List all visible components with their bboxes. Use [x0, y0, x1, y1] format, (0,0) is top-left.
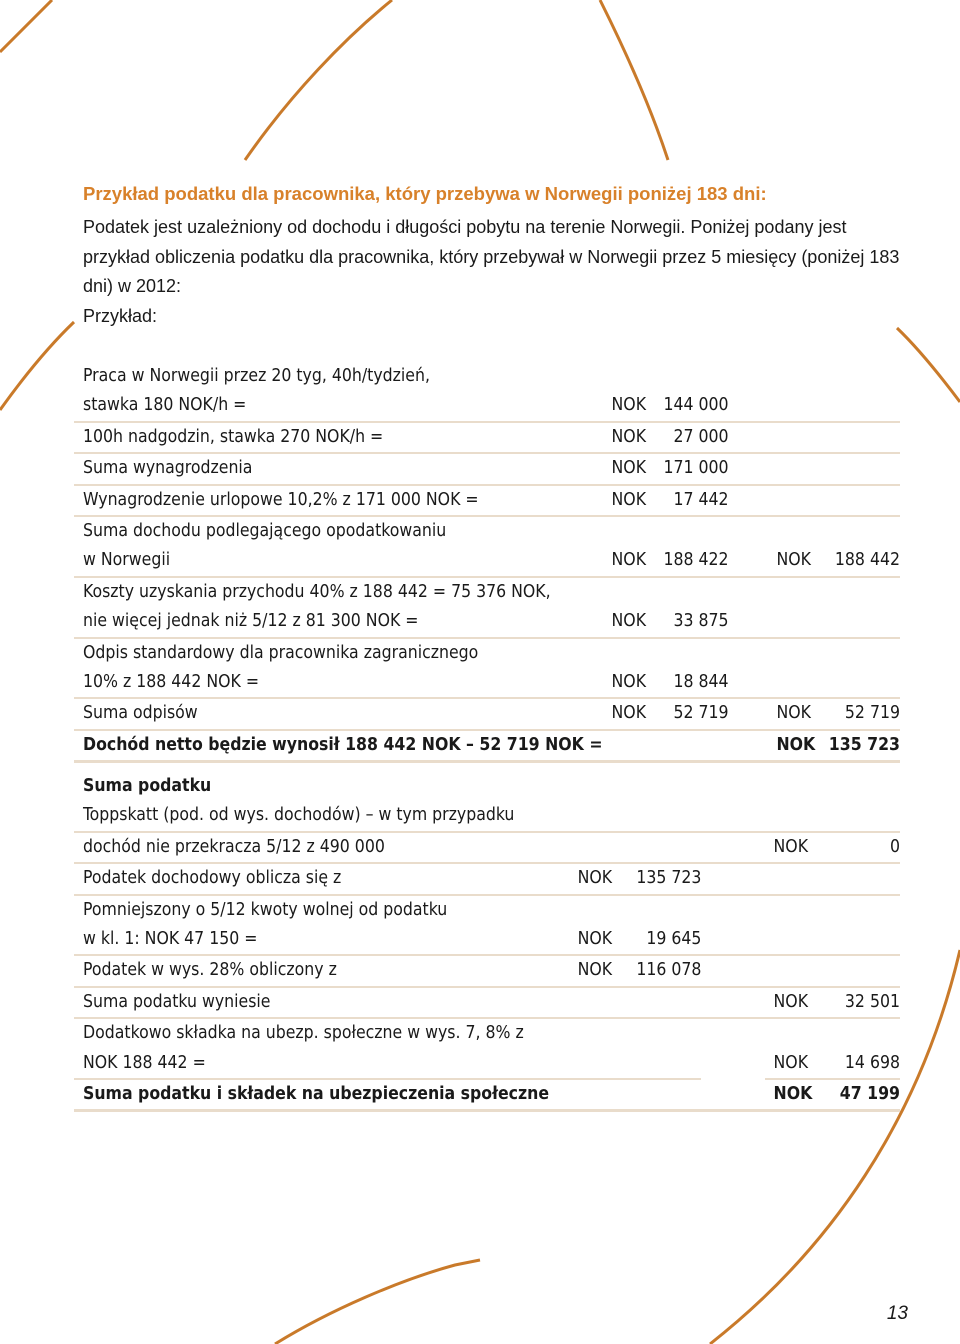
table-row — [74, 1018, 900, 1048]
row-label: Podatek dochodowy oblicza się z — [74, 863, 569, 894]
column-gap — [701, 832, 764, 863]
currency-label — [765, 863, 813, 894]
amount-total — [815, 516, 900, 546]
table-row — [74, 453, 900, 484]
column-gap — [729, 422, 768, 453]
table-row — [74, 925, 900, 955]
amount-subtotal — [613, 1049, 701, 1079]
table-row — [74, 1079, 900, 1111]
row-label: 10% z 188 442 NOK = — [74, 668, 603, 698]
table-row — [74, 546, 900, 576]
table-row — [74, 391, 900, 421]
amount-total — [815, 391, 900, 421]
currency-label — [569, 1079, 614, 1111]
amount-subtotal: 144 000 — [647, 391, 729, 421]
table-row — [74, 638, 900, 668]
currency-label — [767, 577, 815, 607]
amount-subtotal: 52 719 — [647, 698, 729, 729]
currency-label — [765, 925, 813, 955]
amount-subtotal — [613, 895, 701, 925]
column-gap — [729, 607, 768, 637]
intro-paragraph: Podatek jest uzależniony od dochodu i długości pobytu na terenie Norwegii. Poniżej podany jest przykład obliczenia podatku dla pracownika, który przebywał w Norwegii przez 5 miesięcy (poniżej 183 dni) w 2012: — [83, 217, 900, 296]
currency-label: NOK — [765, 832, 813, 863]
amount-total — [812, 895, 900, 925]
currency-label: NOK — [767, 730, 815, 762]
currency-label — [569, 1049, 614, 1079]
currency-label: NOK — [603, 453, 647, 484]
table-row — [74, 832, 900, 863]
top-right-arc — [600, 0, 668, 160]
currency-label — [569, 895, 614, 925]
currency-label — [569, 1018, 614, 1048]
currency-label: NOK — [603, 546, 647, 576]
example-label: Przykład: — [83, 305, 158, 326]
row-label: nie więcej jednak niż 5/12 z 81 300 NOK = — [74, 607, 603, 637]
section-heading: Przykład podatku dla pracownika, który przebywa w Norwegii poniżej 183 dni: — [83, 183, 767, 204]
left-arc — [0, 322, 74, 410]
amount-total: 47 199 — [812, 1079, 900, 1111]
row-label: 100h nadgodzin, stawka 270 NOK/h = — [74, 422, 603, 453]
currency-label — [569, 801, 614, 831]
row-label: w kl. 1: NOK 47 150 = — [74, 925, 569, 955]
amount-total — [812, 925, 900, 955]
table-row — [74, 668, 900, 698]
column-gap — [701, 863, 764, 894]
tax-sum-table — [74, 772, 900, 1112]
amount-total — [815, 422, 900, 453]
currency-label: NOK — [603, 698, 647, 729]
amount-total — [815, 362, 900, 391]
row-label: Praca w Norwegii przez 20 tyg, 40h/tydzień, — [83, 366, 430, 386]
column-gap — [701, 895, 764, 925]
row-label: Suma dochodu podlegającego opodatkowaniu — [83, 521, 447, 542]
currency-label — [765, 801, 813, 831]
currency-label: NOK — [603, 422, 647, 453]
amount-total — [815, 607, 900, 637]
amount-subtotal — [613, 1018, 701, 1048]
table-row — [74, 863, 900, 894]
table-row — [74, 730, 900, 762]
amount-total: 188 442 — [815, 546, 900, 576]
amount-total: 14 698 — [812, 1049, 900, 1079]
amount-subtotal — [613, 801, 701, 831]
currency-label — [765, 1018, 813, 1048]
row-label: Odpis standardowy dla pracownika zagranicznego — [83, 642, 479, 663]
column-gap — [701, 1079, 764, 1111]
currency-label: NOK — [603, 668, 647, 698]
row-label: Suma odpisów — [74, 698, 603, 729]
amount-subtotal — [613, 987, 701, 1018]
currency-label — [569, 832, 614, 863]
currency-label — [767, 422, 815, 453]
table-row — [74, 895, 900, 925]
currency-label — [603, 362, 647, 391]
table-row — [74, 607, 900, 637]
amount-subtotal — [647, 638, 729, 668]
row-label: Dodatkowo składka na ubezp. społeczne w wys. 7, 8% z — [83, 1023, 524, 1044]
currency-label — [569, 987, 614, 1018]
currency-label: NOK — [765, 987, 813, 1018]
amount-total — [815, 638, 900, 668]
currency-label — [767, 607, 815, 637]
table-row — [74, 516, 900, 546]
row-label: Pomniejszony o 5/12 kwoty wolnej od podatku — [83, 899, 448, 920]
amount-subtotal — [647, 362, 729, 391]
amount-subtotal: 33 875 — [647, 607, 729, 637]
amount-total — [812, 955, 900, 986]
table-title: Suma podatku — [83, 776, 212, 796]
amount-total — [812, 1018, 900, 1048]
amount-subtotal — [613, 832, 701, 863]
amount-subtotal: 18 844 — [647, 668, 729, 698]
currency-label — [767, 362, 815, 391]
amount-total — [815, 485, 900, 516]
table-row — [74, 1049, 900, 1079]
table-row — [74, 485, 900, 516]
amount-total — [812, 801, 900, 831]
row-label: Toppskatt (pod. od wys. dochodów) – w tym przypadku — [74, 801, 569, 831]
column-gap — [729, 391, 768, 421]
column-gap — [701, 925, 764, 955]
amount-subtotal: 19 645 — [613, 925, 701, 955]
currency-label — [767, 668, 815, 698]
currency-label: NOK — [569, 925, 614, 955]
amount-subtotal: 135 723 — [613, 863, 701, 894]
intro-text — [83, 213, 903, 331]
table-row — [74, 577, 900, 607]
amount-subtotal: 27 000 — [647, 422, 729, 453]
table-row — [74, 698, 900, 729]
currency-label: NOK — [767, 546, 815, 576]
row-label: dochód nie przekracza 5/12 z 490 000 — [74, 832, 569, 863]
amount-total: 52 719 — [815, 698, 900, 729]
row-label: stawka 180 NOK/h = — [74, 391, 603, 421]
currency-label — [767, 485, 815, 516]
column-gap — [701, 1049, 764, 1079]
amount-total — [815, 668, 900, 698]
table-row — [74, 422, 900, 453]
column-gap — [729, 362, 768, 391]
amount-total: 0 — [812, 832, 900, 863]
currency-label: NOK — [765, 1049, 813, 1079]
income-calculation-table — [74, 362, 900, 763]
amount-subtotal — [647, 577, 729, 607]
amount-subtotal — [647, 730, 729, 762]
currency-label — [767, 638, 815, 668]
page-number: 13 — [886, 1303, 908, 1324]
column-gap — [701, 987, 764, 1018]
column-gap — [729, 668, 768, 698]
row-label: Podatek w wys. 28% obliczony z — [74, 955, 569, 986]
amount-subtotal: 17 442 — [647, 485, 729, 516]
currency-label — [765, 895, 813, 925]
table-row — [74, 362, 900, 391]
column-gap — [701, 801, 764, 831]
currency-label: NOK — [569, 863, 614, 894]
amount-total: 32 501 — [812, 987, 900, 1018]
currency-label: NOK — [603, 485, 647, 516]
column-gap — [729, 453, 768, 484]
column-gap — [729, 577, 768, 607]
column-gap — [729, 546, 768, 576]
amount-subtotal — [613, 1079, 701, 1111]
bottom-left-arc — [275, 1260, 480, 1344]
currency-label — [765, 955, 813, 986]
table-title-row — [74, 772, 900, 801]
top-arc — [245, 0, 392, 160]
currency-label: NOK — [603, 607, 647, 637]
amount-total — [815, 577, 900, 607]
column-gap — [729, 730, 768, 762]
row-label: Wynagrodzenie urlopowe 10,2% z 171 000 NOK = — [74, 485, 603, 516]
row-label: NOK 188 442 = — [74, 1049, 569, 1079]
column-gap — [701, 1018, 764, 1048]
column-gap — [729, 485, 768, 516]
amount-total — [815, 453, 900, 484]
currency-label: NOK — [603, 391, 647, 421]
currency-label — [603, 577, 647, 607]
currency-label — [603, 516, 647, 546]
row-label: Suma wynagrodzenia — [74, 453, 603, 484]
currency-label — [767, 516, 815, 546]
amount-total — [812, 863, 900, 894]
amount-subtotal: 116 078 — [613, 955, 701, 986]
currency-label — [767, 391, 815, 421]
right-arc — [897, 328, 960, 402]
column-gap — [729, 638, 768, 668]
top-left-diagonal — [0, 0, 52, 52]
row-label: Dochód netto będzie wynosił 188 442 NOK – 52 719 NOK = — [74, 730, 603, 762]
currency-label — [603, 730, 647, 762]
table-row — [74, 801, 900, 831]
currency-label — [603, 638, 647, 668]
column-gap — [701, 955, 764, 986]
amount-total: 135 723 — [815, 730, 900, 762]
row-label: Suma podatku i składek na ubezpieczenia społeczne — [74, 1079, 569, 1111]
column-gap — [729, 698, 768, 729]
row-label: w Norwegii — [74, 546, 603, 576]
row-label: Koszty uzyskania przychodu 40% z 188 442 = 75 376 NOK, — [83, 581, 551, 602]
column-gap — [729, 516, 768, 546]
amount-subtotal: 188 422 — [647, 546, 729, 576]
currency-label: NOK — [765, 1079, 813, 1111]
currency-label — [767, 453, 815, 484]
amount-subtotal: 171 000 — [647, 453, 729, 484]
row-label: Suma podatku wyniesie — [74, 987, 569, 1018]
amount-subtotal — [647, 516, 729, 546]
currency-label: NOK — [767, 698, 815, 729]
table-row — [74, 987, 900, 1018]
currency-label: NOK — [569, 955, 614, 986]
table-row — [74, 955, 900, 986]
